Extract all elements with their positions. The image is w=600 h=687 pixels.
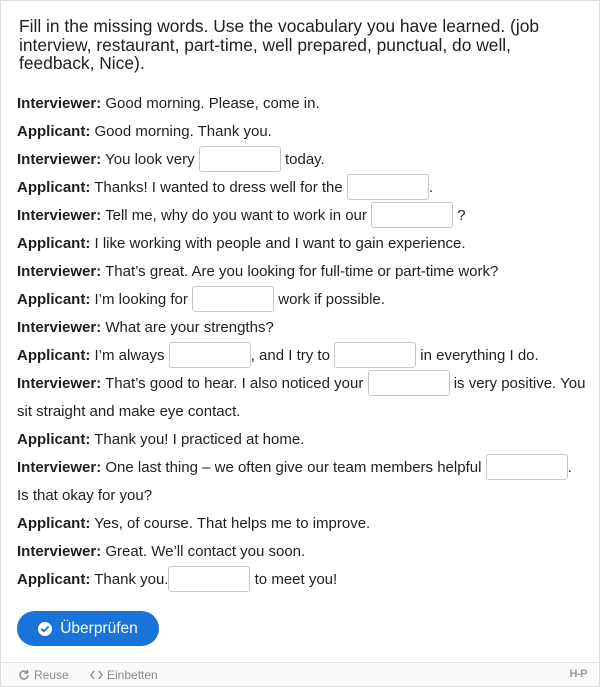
embed-label: Einbetten <box>107 668 158 682</box>
speaker-label: Applicant: <box>17 291 91 308</box>
speaker-label: Interviewer: <box>17 95 102 112</box>
check-button-label: Überprüfen <box>60 619 138 637</box>
reuse-button[interactable] <box>18 668 69 682</box>
dialogue-line: Interviewer: One last thing – we often give our team members helpful . Is that okay for you? <box>17 454 587 510</box>
speaker-label: Interviewer: <box>17 151 102 168</box>
dialogue-line: Interviewer: That’s great. Are you looking for full-time or part-time work? <box>17 263 499 280</box>
blank-input-8[interactable] <box>486 454 568 480</box>
blank-input-2[interactable] <box>347 174 429 200</box>
embed-button[interactable] <box>90 668 158 682</box>
check-button[interactable] <box>17 611 159 646</box>
dialogue-line: Applicant: Good morning. Thank you. <box>17 123 272 140</box>
speaker-label: Interviewer: <box>17 375 102 392</box>
speaker-label: Applicant: <box>17 571 91 588</box>
dialogue-line: Interviewer: Good morning. Please, come in. <box>17 95 320 112</box>
dialogue-line: Applicant: Thanks! I wanted to dress well for the . <box>17 174 587 202</box>
speaker-label: Interviewer: <box>17 459 102 476</box>
speaker-label: Applicant: <box>17 123 91 140</box>
dialogue-line: Interviewer: What are your strengths? <box>17 319 274 336</box>
dialogue-line: Applicant: Yes, of course. That helps me to improve. <box>17 515 371 532</box>
speaker-label: Applicant: <box>17 235 91 252</box>
dialogue-line: Interviewer: Tell me, why do you want to work in our ? <box>17 202 587 230</box>
speaker-label: Interviewer: <box>17 319 102 336</box>
dialogue-line: Applicant: Thank you. to meet you! <box>17 566 587 594</box>
blank-input-1[interactable] <box>199 146 281 172</box>
dialogue-line: Applicant: I’m always , and I try to in everything I do. <box>17 342 587 370</box>
blank-input-9[interactable] <box>168 566 250 592</box>
speaker-label: Interviewer: <box>17 207 102 224</box>
footer-bar <box>1 662 599 686</box>
h5p-logo: H-P <box>569 668 587 680</box>
dialogue-line: Interviewer: That’s good to hear. I also noticed your is very positive. You sit straight and make eye contact. <box>17 370 587 426</box>
speaker-label: Interviewer: <box>17 263 102 280</box>
speaker-label: Applicant: <box>17 347 91 364</box>
speaker-label: Applicant: <box>17 431 91 448</box>
dialogue <box>17 90 587 594</box>
speaker-label: Interviewer: <box>17 543 102 560</box>
blank-input-4[interactable] <box>192 286 274 312</box>
blank-input-3[interactable] <box>371 202 453 228</box>
check-circle-icon <box>38 622 52 636</box>
blank-input-6[interactable] <box>334 342 416 368</box>
speaker-label: Applicant: <box>17 179 91 196</box>
code-icon <box>90 670 103 680</box>
blank-input-5[interactable] <box>169 342 251 368</box>
blank-input-7[interactable] <box>368 370 450 396</box>
speaker-label: Applicant: <box>17 515 91 532</box>
dialogue-line: Interviewer: You look very today. <box>17 146 587 174</box>
dialogue-line: Applicant: I’m looking for work if possible. <box>17 286 587 314</box>
dialogue-line: Interviewer: Great. We’ll contact you soon. <box>17 543 306 560</box>
reuse-icon <box>18 669 30 681</box>
dialogue-line: Applicant: Thank you! I practiced at home. <box>17 431 305 448</box>
reuse-label: Reuse <box>34 668 69 682</box>
task-instructions: Fill in the missing words. Use the vocabulary you have learned. (job interview, restaurant, part-time, well prepared, punctual, do well, feedback, Nice). <box>19 16 540 73</box>
dialogue-line: Applicant: I like working with people and I want to gain experience. <box>17 235 466 252</box>
